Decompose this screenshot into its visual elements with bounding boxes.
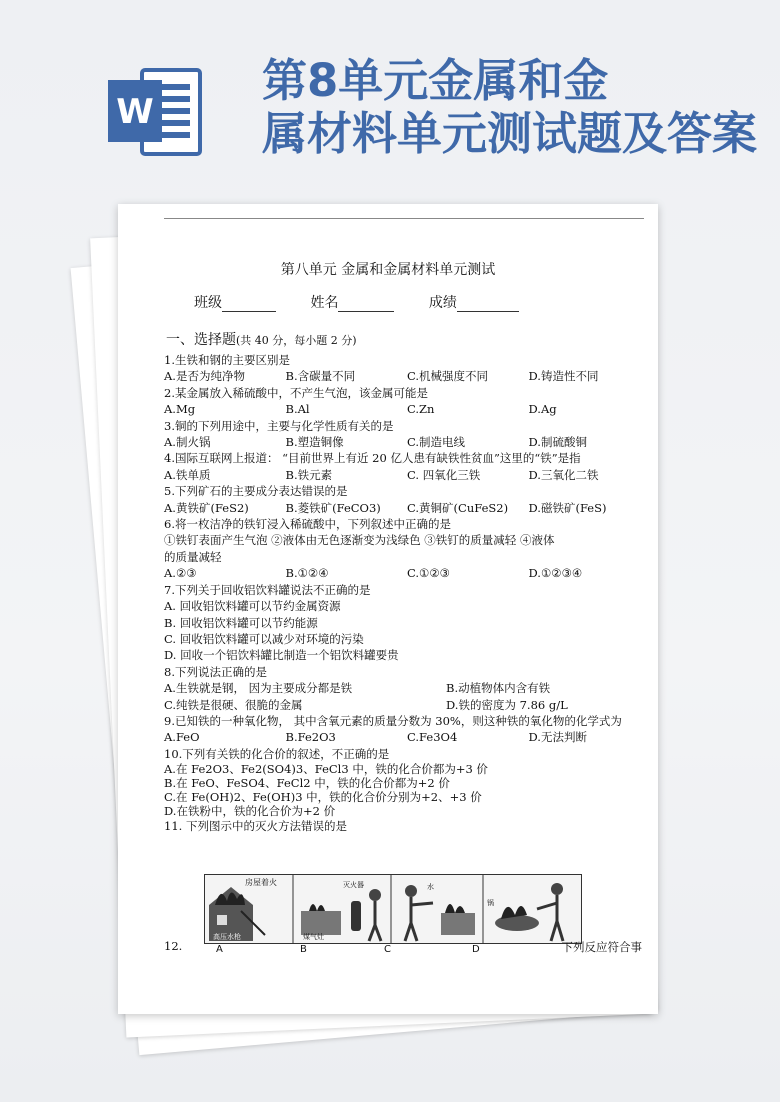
- question-12-start: 12.: [164, 939, 183, 953]
- page-header-rule: [164, 218, 644, 219]
- panel-text-pot: 锅: [487, 899, 494, 907]
- class-label: 班级: [194, 295, 222, 311]
- options-row: A.是否为纯净物 B.含碳量不同 C.机械强度不同 D.铸造性不同: [164, 369, 599, 384]
- illustration-label-a: A: [216, 944, 223, 955]
- question-stem: 3.铜的下列用途中，主要与化学性质有关的是: [164, 418, 394, 433]
- score-blank: [457, 297, 519, 312]
- section-title: 一、选择题(共 40 分，每小题 2 分): [166, 332, 357, 348]
- options-row: A.②③ B.①②④ C.①②③ D.①②③④: [164, 566, 583, 581]
- question-stem: 5.下列矿石的主要成分表达错误的是: [164, 484, 348, 499]
- options-row: A.Mg B.Al C.Zn D.Ag: [164, 402, 557, 417]
- document-header-title: [262, 54, 780, 160]
- options-row: A.制火锅 B.塑造铜像 C.制造电线 D.制硫酸铜: [164, 435, 587, 450]
- question-stem: 8.下列说法正确的是: [164, 664, 267, 679]
- question-stem: 11. 下列图示中的灭火方法错误的是: [164, 819, 347, 834]
- panel-text-extinguisher: 灭火器: [343, 881, 364, 889]
- header-title-line2: 属材料单元测试题及答案: [262, 107, 758, 160]
- panel-text-house-fire: 房屋着火: [245, 878, 277, 887]
- name-blank: [338, 297, 394, 312]
- class-blank: [222, 297, 276, 312]
- name-label: 姓名: [310, 295, 339, 311]
- doc-title: 第八单元 金属和金属材料单元测试: [280, 262, 496, 278]
- option-a: A. 回收铝饮料罐可以节约金属资源: [164, 599, 341, 614]
- illustration-label-b: B: [300, 944, 307, 955]
- question-stem: 4.国际互联网上报道： “目前世界上有近 20 亿人患有缺铁性贫血”这里的“铁”是指: [164, 451, 581, 466]
- option-b: B. 回收铝饮料罐可以节约能源: [164, 615, 318, 630]
- option-c: C.在 Fe(OH)2、Fe(OH)3 中，铁的化合价分别为+2、+3 价: [164, 790, 482, 805]
- panel-text-water: 水: [427, 883, 434, 891]
- student-info-row: [194, 292, 549, 312]
- option-a: A.在 Fe2O3、Fe2(SO4)3、FeCl3 中，铁的化合价都为+3 价: [164, 762, 488, 777]
- options-row: A.铁单质 B.铁元素 C. 四氧化三铁 D.三氧化二铁: [164, 467, 599, 482]
- header-title-line1: 第8单元金属和金: [262, 54, 609, 107]
- option-b: B.在 FeO、FeSO4、FeCl2 中，铁的化合价都为+2 价: [164, 776, 450, 791]
- question-stem: 2.某金属放入稀硫酸中，不产生气泡，该金属可能是: [164, 385, 428, 400]
- word-document-icon: [106, 64, 204, 160]
- options-row: A.FeO B.Fe2O3 C.Fe3O4 D.无法判断: [164, 730, 587, 745]
- question-stem: 10.下列有关铁的化合价的叙述，不正确的是: [164, 746, 390, 761]
- question-12-tail: 下列反应符合事: [561, 940, 642, 954]
- illustration-label-d: D: [472, 944, 480, 955]
- question-stem: 7.下列关于回收铝饮料罐说法不正确的是: [164, 582, 371, 597]
- question-statements: ①铁钉表面产生气泡 ②液体由无色逐渐变为浅绿色 ③铁钉的质量减轻 ④液体: [164, 533, 555, 548]
- svg-text:W: W: [116, 92, 154, 132]
- option-d: D. 回收一个铝饮料罐比制造一个铝饮料罐要贵: [164, 648, 399, 663]
- question-statements: 的质量减轻: [164, 549, 222, 564]
- document-page: [118, 204, 658, 1014]
- illustration-label-c: C: [384, 944, 391, 955]
- option-c: C. 回收铝饮料罐可以减少对环境的污染: [164, 631, 364, 646]
- options-row: A.生铁就是钢， 因为主要成分都是铁 B.动植物体内含有铁: [164, 681, 551, 696]
- question-list: [164, 352, 650, 835]
- question-stem: 9.已知铁的一种氧化物， 其中含氧元素的质量分数为 30%，则这种铁的氧化物的化学式为: [164, 713, 622, 728]
- fire-extinguishing-illustration: [204, 874, 582, 944]
- option-d: D.在铁粉中，铁的化合价为+2 价: [164, 804, 336, 819]
- score-label: 成绩: [428, 295, 457, 311]
- question-stem: 6.将一枚洁净的铁钉浸入稀硫酸中，下列叙述中正确的是: [164, 517, 451, 532]
- options-row: A.黄铁矿(FeS2) B.菱铁矿(FeCO3) C.黄铜矿(CuFeS2) D.磁铁矿(FeS): [164, 500, 607, 515]
- question-stem: 1.生铁和钢的主要区别是: [164, 353, 290, 367]
- panel-text-water-cannon: 高压水枪: [213, 933, 241, 941]
- panel-text-gas-stove: 煤气灶: [303, 933, 324, 941]
- options-row: C.纯铁是很硬、很脆的金属 D.铁的密度为 7.86 g/L: [164, 697, 568, 712]
